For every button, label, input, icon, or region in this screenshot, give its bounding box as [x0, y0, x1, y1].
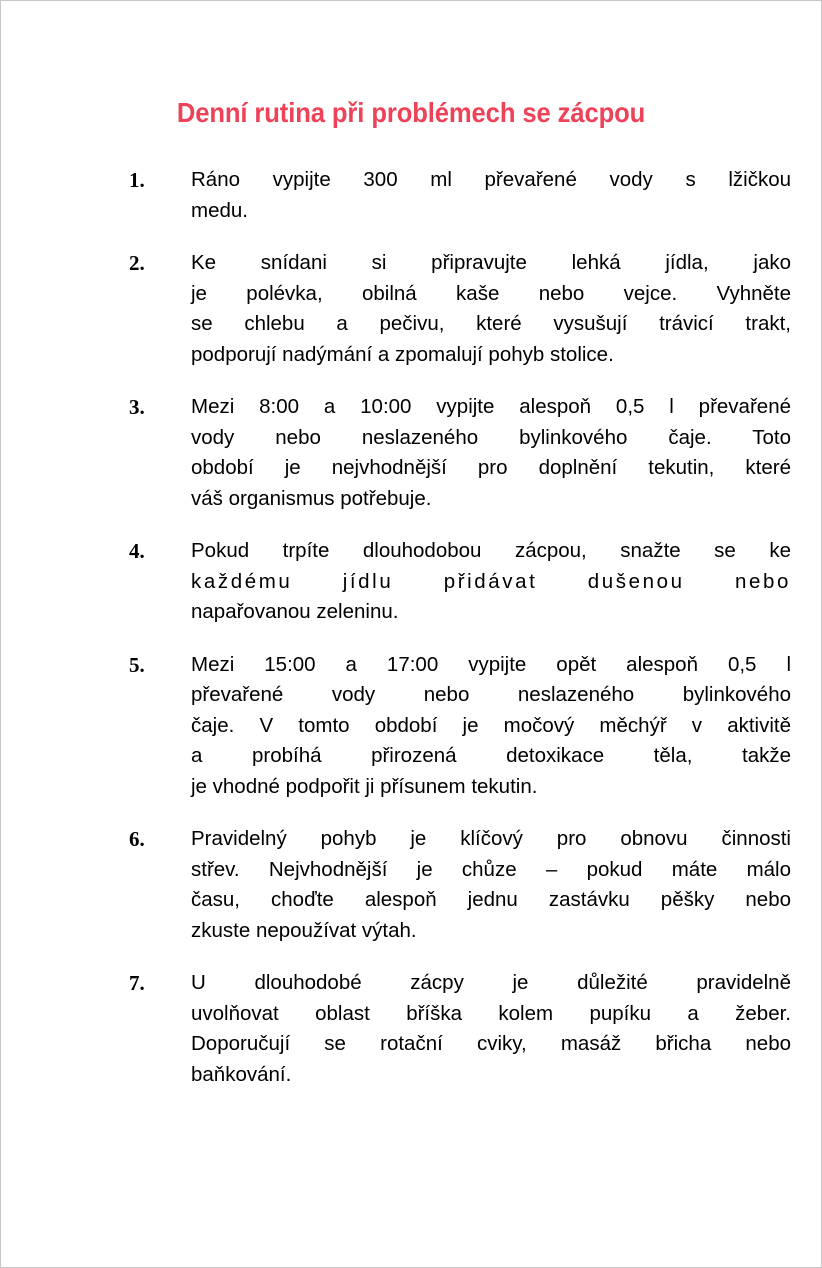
list-item-text [191, 165, 791, 226]
list-item-line: je vhodné podpořit ji přísunem tekutin. [191, 774, 538, 798]
list-item-line: Mezi 8:00 a 10:00 vypijte alespoň 0,5 l převařené [191, 395, 791, 418]
list-item-line: napařovanou zeleninu. [191, 600, 399, 623]
list-item-line: období je nejvhodnější pro doplnění tekutin, které [191, 456, 791, 479]
list-item [129, 968, 791, 1090]
list-item-text [191, 968, 791, 1090]
list-item [129, 650, 791, 803]
list-item-line: medu. [191, 198, 248, 222]
list-item-text [191, 392, 791, 514]
list-item-line: Mezi 15:00 a 17:00 vypijte opět alespoň 0,5 l [191, 652, 791, 676]
list-item-number: 4. [129, 539, 145, 563]
list-item-text [191, 248, 791, 370]
list-item-number: 3. [129, 395, 145, 419]
list-item-line: baňkování. [191, 1062, 292, 1086]
list-item-text [191, 536, 791, 628]
list-item-line: Ráno vypijte 300 ml převařené vody s lžičkou [191, 168, 791, 191]
list-item-line: vody nebo neslazeného bylinkového čaje. Toto [191, 425, 791, 449]
list-item-line: Ke snídani si připravujte lehká jídla, jako [191, 251, 791, 274]
list-item-line: se chlebu a pečivu, které vysušují trávicí trakt, [191, 312, 791, 335]
list-item-line: Pokud trpíte dlouhodobou zácpou, snažte se ke [191, 539, 791, 562]
list-item [129, 165, 791, 226]
list-item-text [191, 650, 791, 803]
instruction-list [89, 165, 791, 1090]
list-item-line: převařené vody nebo neslazeného bylinkového [191, 683, 791, 706]
list-item-number: 6. [129, 827, 145, 851]
list-item [129, 248, 791, 370]
list-item-line: zkuste nepoužívat výtah. [191, 918, 417, 942]
list-item-text [191, 824, 791, 946]
list-item-line: střev. Nejvhodnější je chůze – pokud máte málo [191, 857, 791, 881]
list-item-number: 7. [129, 971, 145, 995]
list-item-line: a probíhá přirozená detoxikace těla, takže [191, 744, 791, 767]
list-item-line: U dlouhodobé zácpy je důležité pravidelně [191, 971, 791, 994]
list-item-line: času, choďte alespoň jednu zastávku pěšky nebo [191, 888, 791, 911]
list-item-number: 1. [129, 168, 145, 192]
list-item-number: 2. [129, 251, 145, 275]
list-item-line: Doporučují se rotační cviky, masáž břicha nebo [191, 1032, 791, 1055]
list-item [129, 392, 791, 514]
list-item [129, 824, 791, 946]
page-title: Denní rutina při problémech se zácpou [176, 97, 646, 129]
list-item-number: 5. [129, 652, 145, 677]
list-item-line: Pravidelný pohyb je klíčový pro obnovu činnosti [191, 827, 791, 850]
list-item-line: váš organismus potřebuje. [191, 486, 432, 510]
list-item [129, 536, 791, 628]
list-item-line: uvolňovat oblast bříška kolem pupíku a žeber. [191, 1001, 791, 1025]
list-item-line: je polévka, obilná kaše nebo vejce. Vyhněte [191, 281, 791, 305]
list-item-line: podporují nadýmání a zpomalují pohyb stolice. [191, 342, 614, 366]
list-item-line: čaje. V tomto období je močový měchýř v aktivitě [191, 713, 791, 737]
list-item-line: každému jídlu přidávat dušenou nebo [191, 569, 791, 593]
